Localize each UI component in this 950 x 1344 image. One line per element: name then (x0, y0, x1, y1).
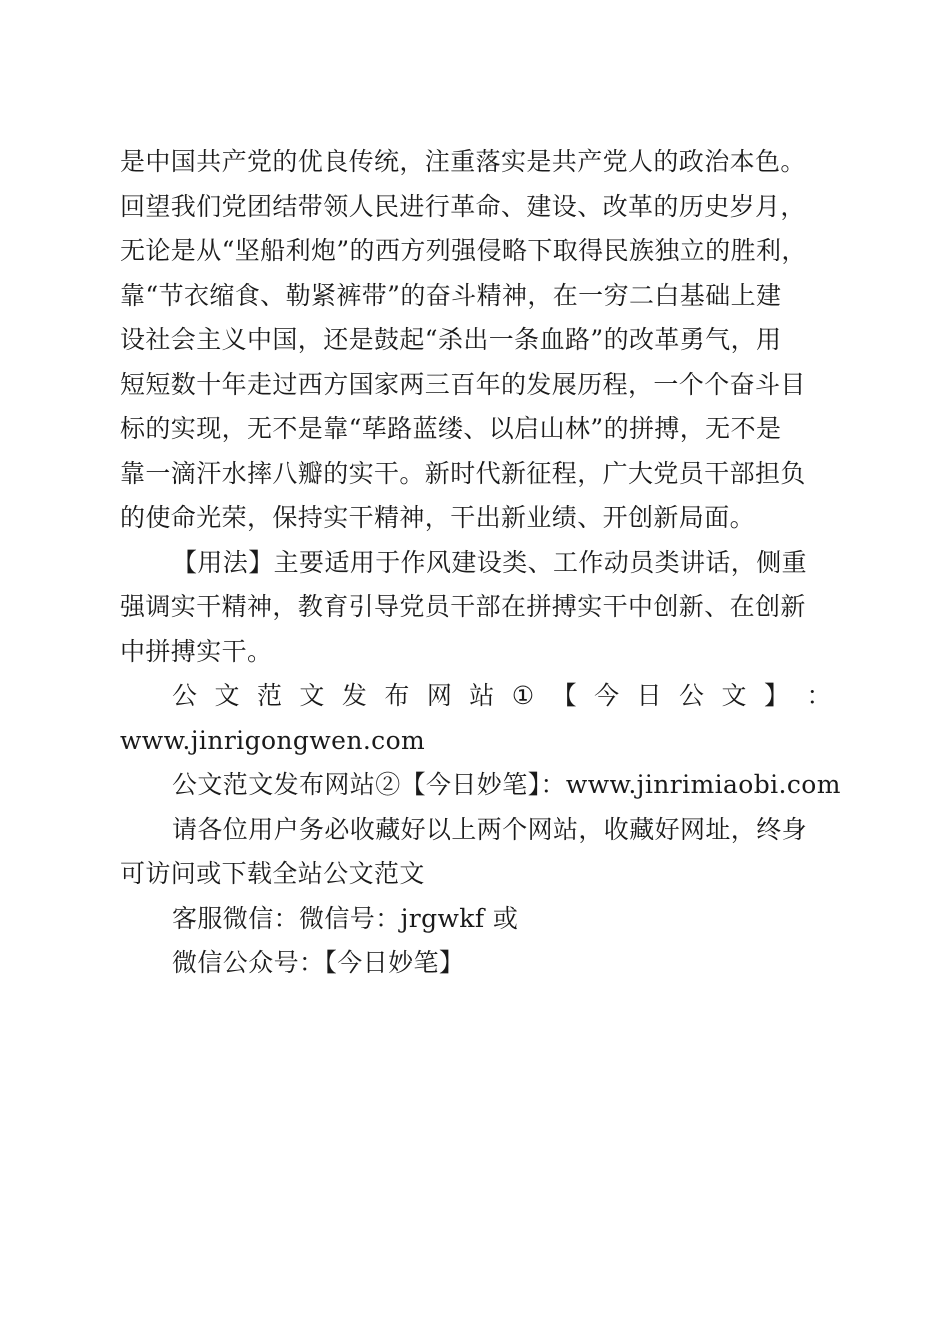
site1-char: 发 (341, 681, 368, 710)
site1-char: 今 (594, 681, 620, 710)
paragraph-line: 短短数十年走过西方国家两三百年的发展历程，一个个奋斗目 (120, 369, 806, 399)
site1-char: 公 (679, 681, 705, 710)
site1-char: 站 (469, 681, 495, 710)
notice-line: 请各位用户务必收藏好以上两个网站，收藏好网址，终身 (172, 814, 808, 844)
paragraph-line: 回望我们党团结带领人民进行革命、建设、改革的历史岁月， (120, 191, 806, 221)
site1-char: 网 (426, 681, 453, 710)
site1-line (120, 674, 832, 719)
usage-line: 【用法】主要适用于作风建设类、工作动员类讲话，侧重 (172, 547, 808, 577)
site1-char: 范 (256, 681, 283, 710)
document-body (120, 140, 841, 986)
usage-line: 中拼搏实干。 (120, 636, 273, 666)
paragraph-line: 是中国共产党的优良传统，注重落实是共产党人的政治本色。 (120, 147, 806, 176)
paragraph-line: 无论是从“坚船利炮”的西方列强侵略下取得民族独立的胜利， (120, 236, 807, 265)
site1-char: ： (806, 681, 832, 710)
notice-line: 可访问或下载全站公文范文 (120, 859, 425, 888)
site1-char: ① (511, 681, 535, 710)
site1-char: 文 (721, 681, 747, 710)
site2-line[interactable]: 公文范文发布网站②【今日妙笔】：www.jinrimiaobi.com (172, 770, 841, 799)
wechat-line: 客服微信：微信号：jrgwkf 或 (172, 903, 519, 933)
paragraph-line: 的使命光荣，保持实干精神，干出新业绩、开创新局面。 (120, 503, 756, 532)
paragraph-line: 靠“节衣缩食、勒紧裤带”的奋斗精神，在一穷二白基础上建 (120, 280, 782, 310)
paragraph-line: 标的实现，无不是靠“荜路蓝缕、以启山林”的拼搏，无不是 (120, 414, 782, 443)
site1-char: 】 (763, 681, 790, 710)
site1-char: 文 (214, 681, 240, 710)
paragraph-line: 靠一滴汗水摔八瓣的实干。新时代新征程，广大党员干部担负 (120, 458, 806, 488)
site1-char: 文 (299, 681, 325, 710)
site1-char: 【 (551, 681, 578, 710)
paragraph-line: 设社会主义中国，还是鼓起“杀出一条血路”的改革勇气，用 (120, 325, 782, 354)
official-account-line: 微信公众号：【今日妙笔】 (172, 948, 465, 977)
site1-char: 公 (172, 681, 198, 710)
site1-url[interactable]: www.jinrigongwen.com (120, 725, 426, 755)
site1-char: 布 (384, 681, 410, 710)
usage-line: 强调实干精神，教育引导党员干部在拼搏实干中创新、在创新 (120, 592, 806, 621)
site1-char: 日 (636, 681, 662, 710)
